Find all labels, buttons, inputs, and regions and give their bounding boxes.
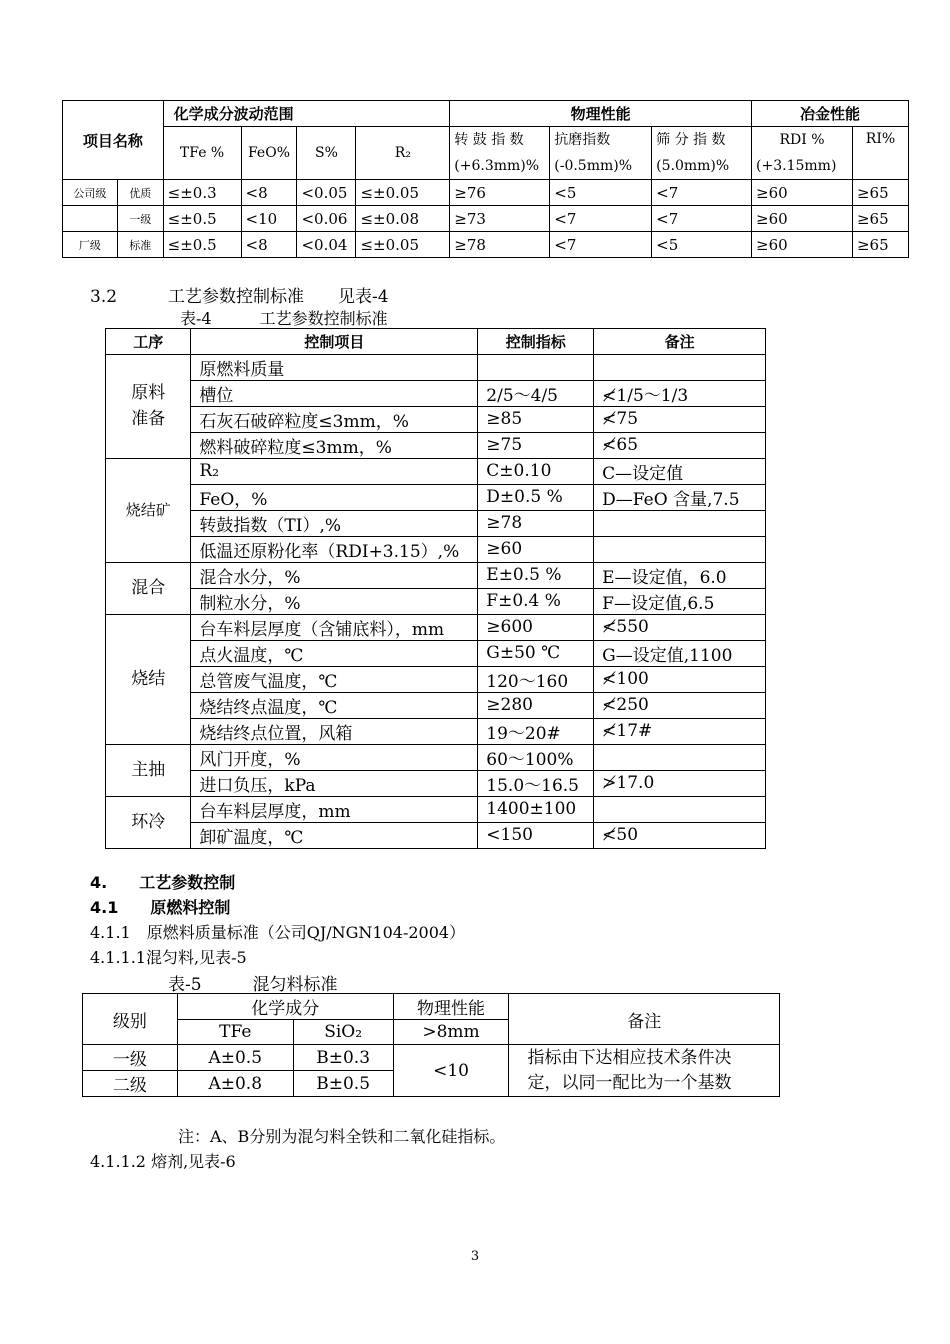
cell-index	[478, 354, 594, 380]
col-rdi-unit: (+3.15mm)	[756, 158, 837, 174]
table-row	[106, 354, 766, 380]
row-level: 二级	[83, 1071, 178, 1097]
col-r2: R₂	[356, 127, 450, 180]
col-drum-index	[450, 127, 550, 180]
cell-index: 60～100%	[478, 744, 594, 770]
cell-item: 制粒水分，%	[191, 588, 478, 614]
header-control-index: 控制指标	[478, 329, 594, 355]
col-abrasion-index	[550, 127, 652, 180]
cell-index: D±0.5 %	[478, 484, 594, 510]
cell-note: E—设定值，6.0	[594, 562, 766, 588]
blend-material-table	[82, 993, 780, 1097]
table-row	[106, 432, 766, 458]
cell-r2: ≤±0.08	[356, 206, 450, 232]
table-row	[106, 770, 766, 796]
cell-r2: ≤±0.05	[356, 180, 450, 206]
cell-sieve: <7	[652, 206, 752, 232]
col-rdi	[752, 127, 853, 180]
table-row	[106, 718, 766, 744]
col-sieve-index	[652, 127, 752, 180]
cell-note: C—设定值	[594, 458, 766, 484]
cell-note: D—FeO 含量,7.5	[594, 484, 766, 510]
col-rdi-label: RDI %	[779, 132, 825, 148]
cell-index: ≥280	[478, 692, 594, 718]
table-row	[106, 588, 766, 614]
process-cell: 混合	[106, 562, 191, 614]
table-row	[106, 536, 766, 562]
cell-item: 风门开度，%	[191, 744, 478, 770]
cell-item: 低温还原粉化率（RDI+3.15）,%	[191, 536, 478, 562]
section-4-1-1-2-heading: 4.1.1.2 熔剂,见表-6	[90, 1152, 236, 1171]
cell-phys: <10	[393, 1045, 509, 1097]
cell-note	[594, 796, 766, 822]
cell-item: 进口负压，kPa	[191, 770, 478, 796]
cell-note: ≮65	[594, 432, 766, 458]
cell-r2: ≤±0.05	[356, 232, 450, 258]
section-4-1-1-1-heading: 4.1.1.1混匀料,见表-5	[90, 948, 247, 967]
cell-feo: <10	[241, 206, 297, 232]
cell-feo: <8	[241, 180, 297, 206]
cell-note: ≮550	[594, 614, 766, 640]
cell-abrasion: <7	[550, 206, 652, 232]
cell-item: 烧结终点温度，℃	[191, 692, 478, 718]
row-group: 公司级	[63, 180, 118, 206]
process-cell: 原料 准备	[106, 354, 191, 458]
table-row	[106, 744, 766, 770]
section-4-heading: 4. 工艺参数控制	[90, 873, 236, 892]
cell-drum: ≥73	[450, 206, 550, 232]
cell-sieve: <5	[652, 232, 752, 258]
cell-index: F±0.4 %	[478, 588, 594, 614]
cell-note: ≮250	[594, 692, 766, 718]
table5-note: 注：A、B分别为混匀料全铁和二氧化硅指标。	[178, 1127, 506, 1146]
cell-rdi: ≥60	[752, 232, 853, 258]
col-drum-unit: (+6.3mm)%	[454, 158, 540, 174]
cell-tfe: A±0.5	[177, 1045, 293, 1071]
cell-item: R₂	[191, 458, 478, 484]
table-row	[106, 822, 766, 848]
table-row	[106, 562, 766, 588]
cell-index: ≥600	[478, 614, 594, 640]
cell-ri: ≥65	[852, 180, 908, 206]
header-process: 工序	[106, 329, 191, 355]
cell-rdi: ≥60	[752, 180, 853, 206]
section-3-2-heading: 3.2 工艺参数控制标准 见表-4	[90, 287, 389, 307]
cell-drum: ≥78	[450, 232, 550, 258]
cell-abrasion: <5	[550, 180, 652, 206]
cell-item: 槽位	[191, 380, 478, 406]
cell-s: <0.05	[297, 180, 356, 206]
cell-feo: <8	[241, 232, 297, 258]
cell-index: 19～20#	[478, 718, 594, 744]
cell-note: ≮50	[594, 822, 766, 848]
cell-index: 120～160	[478, 666, 594, 692]
row-grade: 优质	[117, 180, 163, 206]
cell-ri: ≥65	[852, 206, 908, 232]
cell-note: ≮100	[594, 666, 766, 692]
row-group: 厂级	[63, 232, 118, 258]
cell-index: G±50 ℃	[478, 640, 594, 666]
cell-index: ≥78	[478, 510, 594, 536]
cell-item: 混合水分，%	[191, 562, 478, 588]
header-phys: 物理性能	[393, 994, 509, 1020]
cell-ri: ≥65	[852, 232, 908, 258]
header-physical: 物理性能	[450, 101, 752, 127]
table4-caption: 表-4 工艺参数控制标准	[180, 309, 388, 328]
col-tfe: TFe %	[163, 127, 241, 180]
cell-item: 烧结终点位置，风箱	[191, 718, 478, 744]
cell-item: 石灰石破碎粒度≤3mm，%	[191, 406, 478, 432]
col-sieve-unit: (5.0mm)%	[656, 158, 730, 174]
cell-index: C±0.10	[478, 458, 594, 484]
cell-note: ≮1/5～1/3	[594, 380, 766, 406]
row-grade: 一级	[117, 206, 163, 232]
cell-abrasion: <7	[550, 232, 652, 258]
table-row	[106, 406, 766, 432]
header-size: >8mm	[393, 1020, 509, 1045]
cell-note: ≮75	[594, 406, 766, 432]
cell-sieve: <7	[652, 180, 752, 206]
header-metallurgical: 冶金性能	[752, 101, 909, 127]
cell-item: 转鼓指数（TI）,%	[191, 510, 478, 536]
header-tfe: TFe	[177, 1020, 293, 1045]
cell-item: 台车料层厚度，mm	[191, 796, 478, 822]
table-row	[106, 458, 766, 484]
cell-sio2: B±0.3	[293, 1045, 393, 1071]
section-4-1-heading: 4.1 原燃料控制	[90, 898, 231, 917]
cell-note: G—设定值,1100	[594, 640, 766, 666]
cell-note	[594, 510, 766, 536]
table-row	[106, 640, 766, 666]
header-chem: 化学成分	[177, 994, 393, 1020]
table-row	[106, 484, 766, 510]
header-control-item: 控制项目	[191, 329, 478, 355]
table-row	[106, 510, 766, 536]
process-cell: 主抽	[106, 744, 191, 796]
table-row	[106, 614, 766, 640]
cell-s: <0.06	[297, 206, 356, 232]
cell-sio2: B±0.5	[293, 1071, 393, 1097]
col-abrasion-label: 抗磨指数	[554, 132, 611, 148]
col-feo: FeO%	[241, 127, 297, 180]
col-ri: RI%	[852, 127, 908, 180]
header-note: 备注	[509, 994, 780, 1045]
row-group	[63, 206, 118, 232]
cell-index: E±0.5 %	[478, 562, 594, 588]
cell-item: 总管废气温度，℃	[191, 666, 478, 692]
cell-tfe: ≤±0.3	[163, 180, 241, 206]
cell-index: ≥75	[478, 432, 594, 458]
col-drum-label: 转 鼓 指 数	[454, 132, 524, 148]
page-number: 3	[470, 1249, 480, 1264]
cell-note: 指标由下达相应技术条件决定，以同一配比为一个基数	[509, 1045, 780, 1097]
cell-tfe: ≤±0.5	[163, 206, 241, 232]
section-4-1-1-heading: 4.1.1 原燃料质量标准（公司QJ/NGN104-2004）	[90, 923, 466, 942]
cell-note: ≮17#	[594, 718, 766, 744]
table-row	[106, 380, 766, 406]
table-row	[106, 796, 766, 822]
col-sieve-label: 筛 分 指 数	[656, 132, 726, 148]
col-abrasion-unit: (-0.5mm)%	[554, 158, 633, 174]
table-row	[106, 692, 766, 718]
cell-note	[594, 354, 766, 380]
cell-item: 点火温度，℃	[191, 640, 478, 666]
header-level: 级别	[83, 994, 178, 1045]
cell-index: ≥60	[478, 536, 594, 562]
cell-drum: ≥76	[450, 180, 550, 206]
cell-note	[594, 536, 766, 562]
cell-item: 卸矿温度，℃	[191, 822, 478, 848]
row-grade: 标准	[117, 232, 163, 258]
cell-index: 1400±100	[478, 796, 594, 822]
table-row	[106, 666, 766, 692]
cell-item: 燃料破碎粒度≤3mm，%	[191, 432, 478, 458]
process-parameter-table	[105, 328, 766, 849]
cell-s: <0.04	[297, 232, 356, 258]
cell-tfe: ≤±0.5	[163, 232, 241, 258]
sinter-quality-table	[62, 100, 909, 258]
process-cell: 烧结	[106, 614, 191, 744]
cell-item: 台车料层厚度（含铺底料），mm	[191, 614, 478, 640]
cell-rdi: ≥60	[752, 206, 853, 232]
process-cell: 环冷	[106, 796, 191, 848]
header-sio2: SiO₂	[293, 1020, 393, 1045]
cell-index: ≥85	[478, 406, 594, 432]
table5-caption: 表-5 混匀料标准	[168, 975, 338, 995]
cell-note: ≯17.0	[594, 770, 766, 796]
cell-item: 原燃料质量	[191, 354, 478, 380]
cell-note: F—设定值,6.5	[594, 588, 766, 614]
header-chem-range: 化学成分波动范围	[163, 101, 450, 127]
process-cell: 烧结矿	[106, 458, 191, 562]
row-level: 一级	[83, 1045, 178, 1071]
cell-index: <150	[478, 822, 594, 848]
cell-index: 2/5～4/5	[478, 380, 594, 406]
cell-note	[594, 744, 766, 770]
col-s: S%	[297, 127, 356, 180]
header-item-name: 项目名称	[63, 101, 164, 180]
cell-index: 15.0～16.5	[478, 770, 594, 796]
cell-tfe: A±0.8	[177, 1071, 293, 1097]
cell-item: FeO，%	[191, 484, 478, 510]
header-remark: 备注	[594, 329, 766, 355]
